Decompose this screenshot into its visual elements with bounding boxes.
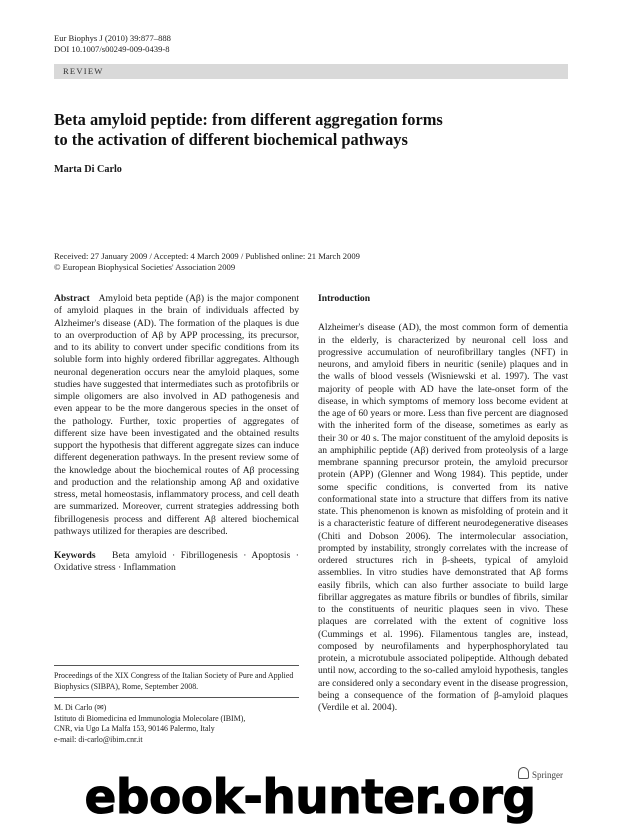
right-column: [318, 293, 568, 714]
correspondence-institute: Istituto di Biomedicina ed Immunologia Molecolare (IBIM),: [54, 713, 246, 723]
section-label: REVIEW: [54, 64, 568, 79]
publisher-name: Springer: [532, 770, 563, 780]
doi[interactable]: DOI 10.1007/s00249-009-0439-8: [54, 44, 170, 54]
correspondence-author: M. Di Carlo (✉): [54, 703, 107, 712]
abstract-text: Amyloid beta peptide (Aβ) is the major component of amyloid plaques in the brain of individuals affected by Alzheimer's disease (AD). The formation of the plaques is due to an overproduction of Aβ by APP processing, its precursor, and to its ability to convert under specific conditions from its soluble form into highly ordered fibrillar aggregates. Although neuronal degeneration occurs near the amyloid plaques, some studies have suggested that intermediates such as protofibrils or simple oligomers are also involved in AD pathogenesis and even appear to be the more dangerous species in the onset of the pathology. Further, toxic properties of aggregates of different size have been investigated and the obtained results support the hypothesis that different aggregate sizes can induce different degeneration pathways. In the present review some of the knowledge about the biochemical routes of Aβ processing and production and the relationship among Aβ and oxidative stress, metal homeostasis, inflammatory process, and cell death are summarized. Moreover, current strategies addressing both fibrillogenesis process and different Aβ altered biochemical pathways utilized for therapies are described.: [54, 293, 299, 537]
publication-dates: [54, 251, 574, 273]
author-name: Marta Di Carlo: [54, 164, 122, 175]
correspondence-email[interactable]: e-mail: di-carlo@ibim.cnr.it: [54, 734, 143, 744]
introduction-text: Alzheimer's disease (AD), the most common form of dementia in the elderly, is characterized by neuronal cell loss and progressive accumulation of neurofibrillary tangles (NFT) in neurons, and amyloid fibers in neuritic (senile) plaques and in the walls of blood vessels (Wisniewski et al. 1997). The vast majority of people with AD have the late-onset form of the disease, in which symptoms of memory loss become evident at the age of 60 years or more. Less than five percent are diagnosed with the inherited form of the disease, sometimes as early as their 30 or 40 s. The major constituent of the amyloid deposits is an amphiphilic peptide (Aβ) derived from proteolysis of a large membrane spanning precursor protein, the amyloid precursor protein (APP) (Glenner and Wong 1984). This peptide, under some specific conditions, is converted from its native conformational state into a structure that differs from its native state. This phenomenon is known as misfolding of protein and it is a characteristic feature of different neurodegenerative diseases (Chiti and Dobson 2006). The intermolecular association, prompted by instability, strongly correlates with the increase of ordered structures rich in β-sheets, typical of amyloid assemblies. In vitro studies have demonstrated that Aβ forms easily fibrils, which can also further associate to build large fibrillar aggregates as mature fibrils or bundles of fibrils, similar to the constituents of neuritic plaques seen in vivo. These plaques are correlated with the extent of cognitive loss (Cummings et al. 1996). Filamentous tangles are, instead, composed by neurofilaments and hyperphosphorylated tau protein, a microtubule associated polipeptide. Although debated until now, according to the so-called amyloid hypothesis, tangles are considered only a secondary event in the disease progression, being a consequence of the formation of β-amyloid plaques (Verdile et al. 2004).: [318, 322, 568, 713]
correspondence: [54, 703, 304, 745]
footnote-divider-2: [54, 697, 299, 698]
keywords-label: Keywords: [54, 550, 96, 561]
keywords: [54, 550, 299, 575]
title-line-2: to the activation of different biochemical pathways: [54, 130, 408, 149]
proceedings-note: Proceedings of the XIX Congress of the Italian Society of Pure and Applied Biophysics (SIBPA), Rome, September 2008.: [54, 671, 294, 691]
watermark: ebook-hunter.org: [84, 770, 536, 825]
title-line-1: Beta amyloid peptide: from different aggregation forms: [54, 110, 443, 129]
correspondence-address: CNR, via Ugo La Malfa 153, 90146 Palermo, Italy: [54, 724, 215, 734]
left-column: [54, 293, 299, 575]
copyright-line: © European Biophysical Societies' Association 2009: [54, 262, 236, 272]
abstract-label: Abstract: [54, 293, 90, 304]
keywords-text: Beta amyloid · Fibrillogenesis · Apoptosis · Oxidative stress · Inflammation: [54, 550, 299, 574]
article-title: [54, 110, 574, 150]
abstract: [54, 293, 299, 538]
received-line: Received: 27 January 2009 / Accepted: 4 March 2009 / Published online: 21 March 2009: [54, 251, 360, 261]
footnote-divider: [54, 665, 299, 666]
journal-citation: Eur Biophys J (2010) 39:877–888: [54, 33, 171, 43]
introduction-heading: Introduction: [318, 293, 371, 304]
